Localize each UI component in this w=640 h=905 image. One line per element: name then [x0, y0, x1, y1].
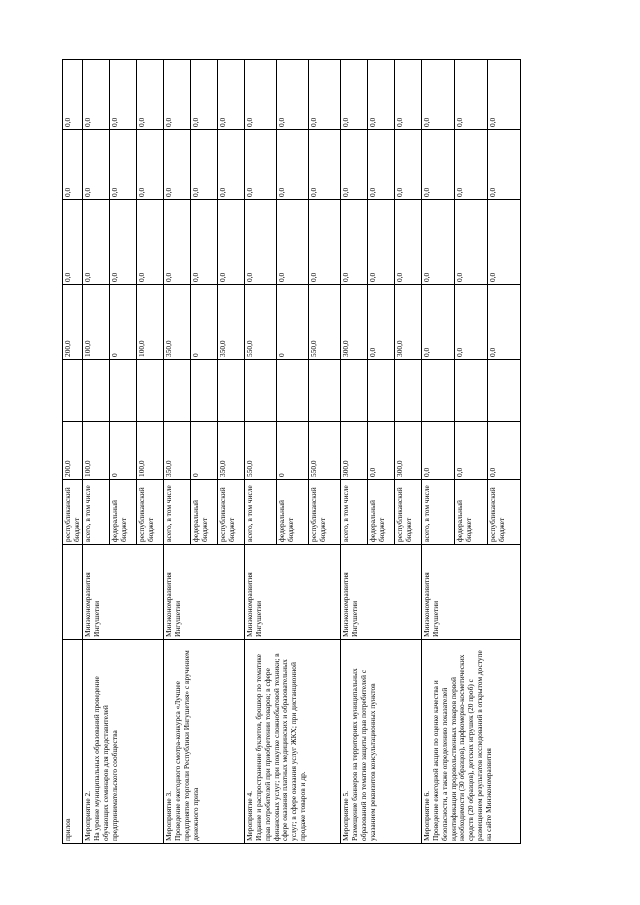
activity-description: Размещение баннеров на территориях муниципальных образований по тематике защиты прав потребителей с указанием реквизитов консультационных пунктов [350, 668, 377, 841]
amount-cell: 0,0 [110, 200, 137, 285]
amount-cell: 0,0 [368, 422, 395, 480]
amount-cell: 200,0 [63, 422, 83, 480]
amount-cell: 0,0 [277, 130, 309, 200]
funding-source-cell: федеральный бюджет [368, 480, 395, 545]
amount-cell: 0,0 [488, 60, 521, 130]
funding-source-cell: федеральный бюджет [455, 480, 488, 545]
amount-cell: 0,0 [341, 130, 368, 200]
amount-cell [455, 360, 488, 422]
amount-cell: 550,0 [245, 422, 277, 480]
table-row [341, 60, 368, 844]
amount-cell: 0,0 [368, 285, 395, 360]
amount-cell [395, 360, 422, 422]
amount-cell [368, 360, 395, 422]
amount-cell: 0,0 [488, 130, 521, 200]
amount-cell: 550,0 [309, 285, 341, 360]
executor-cell: Минэкономразвития Ингушетии [83, 545, 164, 640]
activity-cell [83, 640, 164, 844]
table-row [164, 60, 191, 844]
amount-cell: 0,0 [455, 200, 488, 285]
amount-cell: 0,0 [309, 60, 341, 130]
amount-cell: 0,0 [341, 200, 368, 285]
amount-cell: 0,0 [191, 60, 218, 130]
amount-cell: 0,0 [309, 200, 341, 285]
amount-cell: 0,0 [341, 60, 368, 130]
activity-cell [341, 640, 422, 844]
funding-source-cell: федеральный бюджет [110, 480, 137, 545]
executor-cell: Минэкономразвития Ингушетии [245, 545, 341, 640]
executor-cell: Минэкономразвития Ингушетии [422, 545, 521, 640]
amount-cell: 300,0 [395, 285, 422, 360]
amount-cell: 0,0 [422, 130, 455, 200]
amount-cell: 0 [110, 285, 137, 360]
amount-cell: 0 [191, 285, 218, 360]
amount-cell [309, 360, 341, 422]
amount-cell: 100,0 [83, 285, 110, 360]
amount-cell: 200,0 [63, 285, 83, 360]
amount-cell: 100,0 [83, 422, 110, 480]
table-row [245, 60, 277, 844]
amount-cell: 0,0 [277, 60, 309, 130]
amount-cell: 0,0 [455, 285, 488, 360]
funding-source-cell: республиканский бюджет [63, 480, 83, 545]
amount-cell: 0,0 [218, 60, 245, 130]
amount-cell: 300,0 [341, 285, 368, 360]
amount-cell: 0,0 [63, 130, 83, 200]
funding-source-cell: республиканский бюджет [395, 480, 422, 545]
amount-cell: 0,0 [83, 200, 110, 285]
amount-cell: 0 [110, 422, 137, 480]
amount-cell: 0,0 [191, 130, 218, 200]
amount-cell: 0,0 [488, 422, 521, 480]
amount-cell: 0,0 [218, 200, 245, 285]
amount-cell [488, 360, 521, 422]
amount-cell: 350,0 [164, 422, 191, 480]
executor-cell: Минэкономразвития Ингушетии [341, 545, 422, 640]
amount-cell: 0,0 [368, 200, 395, 285]
funding-source-cell: всего, в том числе [245, 480, 277, 545]
funding-source-cell: республиканский бюджет [488, 480, 521, 545]
amount-cell: 0,0 [245, 130, 277, 200]
amount-cell: 0,0 [164, 130, 191, 200]
amount-cell: 0,0 [455, 60, 488, 130]
amount-cell: 0,0 [137, 60, 164, 130]
table-row [83, 60, 110, 844]
amount-cell [191, 360, 218, 422]
activity-title: Мероприятие 4. [245, 790, 255, 841]
activity-cell [422, 640, 521, 844]
amount-cell: 0,0 [63, 60, 83, 130]
activity-title: Мероприятие 6. [422, 790, 432, 841]
amount-cell: 0,0 [422, 200, 455, 285]
amount-cell [277, 360, 309, 422]
amount-cell [164, 360, 191, 422]
funding-source-cell: всего, в том числе [341, 480, 368, 545]
amount-cell: 350,0 [164, 285, 191, 360]
amount-cell: 0,0 [488, 200, 521, 285]
funding-source-cell: федеральный бюджет [191, 480, 218, 545]
activity-title: Мероприятие 5. [341, 790, 351, 841]
amount-cell: 0,0 [83, 130, 110, 200]
executor-cell [63, 545, 83, 640]
amount-cell: 350,0 [218, 422, 245, 480]
activity-description: На уровне муниципальных образований проведение обучающих семинаров для представителей предпринимательского сообщества [92, 676, 119, 841]
amount-cell: 0,0 [368, 60, 395, 130]
funding-source-cell: республиканский бюджет [137, 480, 164, 545]
amount-cell: 0,0 [164, 60, 191, 130]
amount-cell: 0,0 [63, 200, 83, 285]
activity-title: Мероприятие 2. [83, 790, 93, 841]
amount-cell: 0,0 [191, 200, 218, 285]
activity-cell [245, 640, 341, 844]
funding-source-cell: федеральный бюджет [277, 480, 309, 545]
amount-cell: 550,0 [309, 422, 341, 480]
activity-description: Проведение ежегодного смотра-конкурса «Лучшее предприятие торговли Республики Ингушетия» с вручением денежного приза [173, 650, 200, 841]
amount-cell: 0,0 [164, 200, 191, 285]
amount-cell: 0,0 [422, 422, 455, 480]
budget-table [62, 59, 521, 844]
amount-cell: 300,0 [341, 422, 368, 480]
activity-description: прилов [63, 818, 72, 841]
rotated-table-wrapper [62, 60, 544, 844]
amount-cell: 0 [191, 422, 218, 480]
amount-cell: 100,0 [137, 285, 164, 360]
amount-cell [218, 360, 245, 422]
amount-cell: 0,0 [422, 285, 455, 360]
amount-cell [110, 360, 137, 422]
activity-title: Мероприятие 3. [164, 790, 174, 841]
amount-cell: 0,0 [137, 130, 164, 200]
amount-cell: 0 [277, 422, 309, 480]
funding-source-cell: всего, в том числе [422, 480, 455, 545]
amount-cell [341, 360, 368, 422]
amount-cell [422, 360, 455, 422]
table-row [422, 60, 455, 844]
amount-cell: 100,0 [137, 422, 164, 480]
budget-table-body [63, 60, 521, 844]
amount-cell: 350,0 [218, 285, 245, 360]
amount-cell: 0,0 [455, 422, 488, 480]
activity-cell [164, 640, 245, 844]
funding-source-cell: республиканский бюджет [309, 480, 341, 545]
executor-cell: Минэкономразвития Ингушетии [164, 545, 245, 640]
amount-cell: 0,0 [110, 60, 137, 130]
amount-cell: 0,0 [455, 130, 488, 200]
amount-cell [63, 360, 83, 422]
amount-cell: 0,0 [245, 60, 277, 130]
activity-description: Проведение ежегодной акции по оценке качества и безопасности, а также определению показателей идентификации продовольственных товаров первой необходимости (30 образцов), парфюмерно-косметических средств (20 образцов), детских игрушек (20 проб) с размещением результатов исследований в открытом доступе на сайте Минэкономразвития [431, 650, 493, 841]
amount-cell: 0,0 [277, 200, 309, 285]
funding-source-cell: республиканский бюджет [218, 480, 245, 545]
amount-cell: 0,0 [488, 285, 521, 360]
amount-cell: 550,0 [245, 285, 277, 360]
amount-cell: 0,0 [83, 60, 110, 130]
activity-description: Издание и распространение буклетов, брошюр по тематике прав потребителей при приобретении товаров; в сфере финансовых услуг; при покупке сложнобытовой техники; в сфере оказания платных медицинских и образовательных услуг; в сфере оказания услуг ЖКХ; при дистанционной продаже товаров и др. [254, 653, 307, 841]
amount-cell: 0,0 [309, 130, 341, 200]
funding-source-cell: всего, в том числе [83, 480, 110, 545]
table-row [63, 60, 83, 844]
amount-cell: 0,0 [137, 200, 164, 285]
amount-cell [137, 360, 164, 422]
amount-cell: 0,0 [395, 130, 422, 200]
amount-cell: 0 [277, 285, 309, 360]
amount-cell: 0,0 [422, 60, 455, 130]
amount-cell [83, 360, 110, 422]
activity-cell [63, 640, 83, 844]
amount-cell: 0,0 [395, 200, 422, 285]
amount-cell: 0,0 [110, 130, 137, 200]
amount-cell: 0,0 [368, 130, 395, 200]
amount-cell [245, 360, 277, 422]
amount-cell: 0,0 [395, 60, 422, 130]
amount-cell: 300,0 [395, 422, 422, 480]
amount-cell: 0,0 [245, 200, 277, 285]
funding-source-cell: всего, в том числе [164, 480, 191, 545]
amount-cell: 0,0 [218, 130, 245, 200]
